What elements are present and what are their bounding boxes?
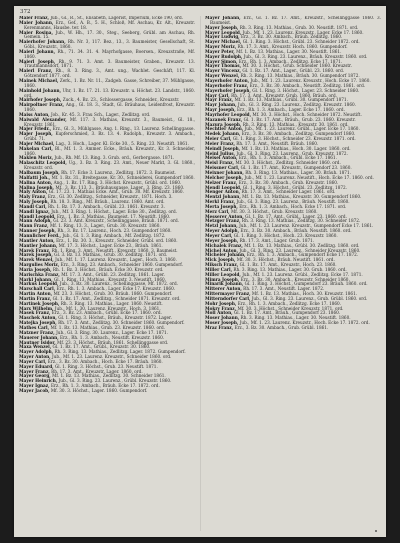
entry-details: Erz., 3. Bz. 30. Ambach., Neustift. Zedlitzg. 1861. ord.	[249, 82, 366, 88]
entry-name: Mazanek Franz,	[205, 116, 243, 122]
entry-name: Mitterndorfer Carl,	[205, 295, 251, 301]
entry-details: Mf. 1. Bz. 13. Mathias., Grübl. 30. Gumpendorf 1871.	[234, 97, 348, 103]
right-column	[205, 16, 381, 534]
entry-details: Mf. 23. 3. Höchst., Grub. 30. Bräuh. 1860. Gumpendorf.	[53, 291, 173, 297]
entry-name: Mraz Franz,	[205, 325, 234, 330]
entry-details: Uhr, 1. Bz. 17. 21. 13. Kreuzstr. u. Höchst. 23. Landstr., 1860. ord.	[24, 87, 195, 98]
entry-name: Mayer Vincenz,	[205, 68, 242, 74]
entry-details: Erz., 3. Bz. 23. Ambach., Grübl. Ecke 17. 1860. ord.	[51, 310, 162, 316]
entry-details: Mf. 30. 3. Höchst., Bräuh. Neustift. 1861. ord.	[236, 257, 335, 263]
entry-name: Maxa Wenzel,	[19, 344, 52, 350]
entry-details: Rh. 18. 3. Ring., Mf. Bräuh., Laurenz. 1860. Amt. ord.	[50, 199, 165, 205]
entry-details: Jub., W. Hh., 17. 30., Steg., Seeberg, Grübl. am Aschau, Rh. Gemein. 15.	[24, 29, 195, 40]
entry-details: Erz., 3. Bz. 30. Ambach., Grub. Grübl. 1861.	[234, 325, 329, 330]
entry-name: Mayr Joseph,	[205, 107, 236, 113]
entry-name: Mayer Johann,	[205, 16, 241, 20]
entry-name: Martinek Joseph,	[19, 300, 60, 306]
entry-name: Mann Franz,	[19, 223, 49, 229]
entry-name: Mayer Georg,	[19, 373, 51, 379]
entry-name: Mayer Franz,	[19, 368, 50, 374]
entry-name: Majer Michael,	[19, 140, 55, 146]
left-column	[19, 16, 195, 534]
entry-name: Mayr Carl,	[205, 92, 230, 98]
entry-details: Rh. 3. Ring. 13. Mathias., Lager. 30. Neustift. 1860.	[240, 315, 351, 321]
entry-name: Meyer Adolph,	[205, 228, 240, 234]
entry-details: Gl. 1. Bz. 17. Amt., Grübl., Lager. 23. 1860. ord.	[245, 213, 347, 219]
entry-details: Mf. 30. 3. Höchst., Zedlitzg. Schneider 1860. ord.	[235, 160, 341, 166]
entry-name: Metzger Franz,	[205, 218, 241, 224]
entry-details: Jub., Mf. 1. 23. Laurenz. Neustift., Hoch. Ecke 17. 1860. ord.	[244, 174, 374, 180]
entry-name: Margulies Moriz,	[19, 262, 60, 268]
entry-details: Mf. 1. Bz. 13. Mathias., Grub. 23. Kreuzstr. 1860. ord.	[50, 325, 165, 330]
entry-name: Mayer Jacob,	[19, 387, 50, 393]
entry-name: Maierl Franz,	[19, 68, 53, 74]
entry-name: Moser Joseph,	[205, 320, 239, 326]
entry-details: Erz., Rh. 1. 3. Ambach., Grübl. Ecke 17. 1861.	[238, 155, 337, 161]
entry-name: Medek Johann,	[205, 131, 241, 137]
entry-details: Jub., Mf. 3. Ring. 1. Höchst., Lager. Ecke 30., Zedlitzg. ord.	[51, 208, 178, 214]
entry-name: Meyer Joseph,	[205, 237, 239, 243]
entry-name: Mechtler Anton,	[205, 126, 244, 132]
entry-name: Michalek Franz,	[205, 242, 243, 248]
entry-name: Mittermayer Franz,	[205, 291, 251, 297]
entry-details: Rh., 71. 34. 31. 4. Mayrhofgasse, Boersen., Kreuzstraße, Mf. 1860.	[24, 48, 195, 59]
entry-name: Merkl Franz,	[205, 199, 236, 205]
entry-details: Ang., Gl. 18. 3., Stadt, Gl. Bräuhaus, Leidenfrost, Kreuzstr. 1860.	[24, 102, 195, 113]
entry-name: Malina Anton,	[19, 179, 53, 185]
entry-name: Mandl Carl,	[19, 203, 47, 209]
entry-details: Jub., Gl. 3. Ring. 23. Laurenz., Grub. Kreuzstr. 1872.	[236, 150, 348, 156]
entry-name: Maier Johann,	[19, 19, 54, 25]
entry-details: Erz., 3. Bz. 30. Ambach., Kreuzstr. Schneider 1860.	[240, 276, 350, 282]
entry-name: Miller Leopold,	[205, 271, 241, 277]
entry-details: Gl. 1. Bz. 17. Amt., Grübl., Kreuzstr. 30. 1860.	[52, 344, 151, 350]
entry-name: Markl Johann,	[19, 276, 53, 282]
entry-name: Mick Joseph,	[205, 257, 236, 263]
entry-name: Mendl Leopold,	[205, 184, 242, 190]
entry-name: Malfatti Joh.,	[19, 174, 51, 180]
entry-name: Mann Adolph,	[19, 218, 52, 224]
entry-name: Moser Johann,	[205, 315, 240, 321]
entry-name: Maiwald Alexander,	[19, 116, 67, 122]
scan-speck	[375, 530, 377, 532]
entry-details: Jub., Gl., R., St., Elisabeth, Lagerist, Imperium, Ecke 190, ord.	[50, 16, 183, 20]
entry-name: Mokry Franz,	[205, 305, 237, 311]
column-divider	[200, 16, 201, 531]
entry-details: Erz., Rh. 1. 3. Ambach., Lager. Ecke 17. 1860. ord.	[237, 107, 345, 113]
entry-name: Mayer Thomas,	[205, 63, 242, 69]
entry-details: Gl. 1. Bz. 17. Amt., Zedlitzg., Schneider 1871. Kreuzstr. ord.	[52, 295, 181, 301]
entry-name: Marischka Franz,	[19, 271, 60, 277]
entry-details: Gl. 1. Ring. 3. Höchst., Schneider 23. Kreuzstr. 1871. ord.	[232, 136, 356, 142]
entry-details: Zerk., 1. Bz. Nr. 11., Zadgeb. Gasse, Schreiber, 37. Mühlgasse, 1860.	[24, 77, 195, 88]
entry-name: Messerer Anton,	[205, 213, 244, 219]
entry-details: Jub., 3. Bz. 30. Laurenz., Schellinggasse, Mf. 1872. ord.	[59, 281, 179, 287]
entry-details: Gl. 3. Bz. 13. Mathias., Grub. 30. Zedlitzg. 1871. ord.	[54, 252, 168, 258]
entry-name: Mandl Ignaz,	[19, 208, 50, 214]
entry-details: Mf. 30. 3. Höchst., Grub. Kreuzstr. 1860.	[231, 208, 318, 214]
entry-details: Erz., 3. Bz. 30. Ambach., Bräuh. Zedlitzg. 1860.	[240, 34, 343, 40]
entry-details: Jub., Gl. 3. Ring. 23. Laurenz., Grub. Grübl. 1860. ord.	[251, 295, 368, 301]
entry-name: Mayer Ludwig,	[205, 34, 240, 40]
entry-details: Erz., Rh. 1. 3. Ambach., Lager. Ecke 17. Kreuzstr. 1860.	[56, 286, 176, 292]
entry-name: Mayerhofer Franz,	[205, 82, 249, 88]
entry-details: Job., Kr. 45. 3. Frau Sch., Lager., Zedlitzg. ord.	[50, 111, 151, 117]
entry-details: Erz., Rh. 1. 3. Ambach., Zedlitzg. Ecke 17. 1860.	[237, 300, 342, 306]
entry-name: Meier Franz,	[205, 140, 235, 146]
entry-details: Gl. 1. Bz. 17. Amt., Bräuh., Gumpendorf 23. 1860.	[233, 310, 341, 316]
entry-details: Jub., Rh. Mf. 13. Ring. 3. Grub. ord., Gerbergasse. 1871.	[54, 155, 175, 161]
entry-details: Mf. 17. 3. Amt., Grübl. 23. Zedlitzg. 1861. Lager.	[61, 271, 165, 277]
entry-details: Jub., Mf. 1. 23. Laurenz. Kreuzstr., Schneider 1860. ord.	[51, 354, 172, 360]
entry-name: Mayerhofer Anton,	[205, 77, 250, 83]
entry-name: Mandl Leopold,	[19, 213, 56, 219]
entry-details: Rh. 3. Ring. 13. Mathias., Lager. 30. Grub. 1860. ord.	[233, 266, 347, 272]
entry-name: Micheler Johann,	[205, 252, 246, 258]
entry-details: Gl. 1. Ring. 3. Höchst., Bräuh., Kreuzstr. 1872. Lager.	[58, 315, 172, 321]
entry-details: Erz., 3. Bz. 30. Ambach., Zedlitzg. Gumpendorf 1860.	[241, 131, 356, 137]
entry-name: Matzner Franz,	[19, 329, 55, 335]
entry-details: Mf. 1. Bz. 13. Mathias., Hoch. 30. Kreuzstr. 1861.	[251, 291, 358, 297]
entry-details: Rh. 17. 3. Amt., Kreuzstr. Lager. 1860. ord.	[51, 368, 143, 374]
entry-name: Meyer Carl,	[205, 232, 233, 238]
entry-details: Jub., Mf. 1. 17. Laurenz. Kreuzstr., Lager., Hoch. 3. 1860.	[55, 257, 177, 263]
entry-name: Mayer Joseph,	[205, 24, 239, 30]
entry-name: Mohr Joseph,	[205, 300, 237, 306]
entry-details: Gl. 1. Ring. 3. Höchst., Grub. 23. Neustift. 1871.	[54, 363, 158, 369]
entry-details: Erz., Gef., A. B., 5. H., Schloß, Mf. Aschau, Kr. Alt., Kreuzstr. Kerenmanns, Hausbe. ter. 18.	[24, 19, 195, 30]
entry-name: Meixner Johann,	[205, 170, 244, 175]
entry-details: Gl. 1. Bz. 17. Amt., Bräuh., Grub. 23. 1860. Kreuzstr.	[243, 116, 356, 122]
entry-details: Rh., 3. Bz. 17. Laurenz., Hoch. 23. Gumpendorf 1860.	[57, 228, 172, 234]
entry-details: Erz., Rh. 1. 3. Ambach., Neustift. Kreuzstr. 1860.	[60, 334, 165, 340]
entry-name: Mayer Eduard,	[19, 363, 54, 369]
entry-details: Ang., 1. Bz. 17. Ring. 3. Höchst. Kreuzstr., Grübl. ord. 1860.	[53, 179, 182, 185]
entry-details: Rh. 17. 3. Amt., Schneider Lager. 1861. ord.	[241, 189, 336, 195]
entry-name: Mairpoltner Franz,	[19, 102, 64, 108]
entry-details: Rh. 17. 3. Amt., Neustift. Bräuh. 1860.	[236, 140, 319, 146]
entry-name: Mayer Moriz,	[205, 44, 237, 50]
entry-details: Gl. 17. 23. 1. Mathias Ecke. Amt., Grub. 30. Mf. Kreuzstr. 1860.	[48, 189, 184, 195]
entry-details: Erz., 3. Bz. 30. Ambach., Grub. Kreuzstr. 1860.	[238, 179, 339, 185]
entry-name: Meier Carl,	[205, 136, 232, 142]
entry-details: Jub., Gl. 3. Ring. 23. Laurenz., Zedlitzg. Kreuzstr. 1860.	[237, 102, 356, 108]
entry-name: Mazura Joseph,	[205, 121, 242, 127]
directory-entry	[19, 389, 195, 394]
entry-details: Jub., Mf. 1. 23. Laurenz. Kreuzstr., Gumpendorf Ecke 17. 1861.	[239, 223, 374, 229]
entry-details: Rh. 17. 3. Amt., Kreuzstr. Grub. 1860. Bräuh. ord.	[231, 92, 338, 98]
entry-details: Ug., 3. Bz. 3. Ring. 23. Amt., Neuer Markt, 3. Gl. 1860., Kreuzstr. ord.	[24, 160, 195, 171]
entry-details: Gl. 1. Ring. 3. Höchst., Gumpendorf 23. Bräuh. 1860. ord.	[244, 281, 368, 287]
entry-name: Marek Joseph,	[19, 252, 53, 258]
entry-details: Rh. 3. Ring. 13. Mathias., Lager. 30. Bräuh. 1871.	[245, 170, 351, 175]
entry-name: Maierl Joseph,	[19, 58, 56, 64]
entry-details: Erz., Gl. 1. Bz. 17. Amt., Kreuzstr., Schellinggasse 1860. 3. Baumeist.	[210, 16, 381, 25]
entry-details: Rh. 3. Ring. 13. Mathias., Kreuzstr. 30. 1861. ord.	[242, 121, 349, 127]
entry-details: Mf. 1. Bz. 13. Mathias., Grübl. 30. Zedlitzg. 1860. ord.	[244, 242, 360, 248]
entry-details: Mf. 1. Bz. 31., Breitegasse, Kr. 30., Schneiderei, Gumpendorf 1860.	[51, 174, 195, 180]
entry-name: Mayrhofer Leopold,	[205, 111, 252, 117]
entry-name: Mauerer Johann,	[19, 334, 59, 340]
entry-details: Mf., 3. Bz. 113. 3., Bräuhausgasse, Lager., 3. Ring. 23. 1860.	[55, 184, 185, 190]
page-number: 372	[20, 9, 31, 15]
entry-name: Mayer Michael,	[205, 39, 242, 45]
entry-name: Metzl Johann,	[205, 223, 238, 229]
entry-name: Markus Leopold,	[19, 281, 59, 287]
entry-details: Erz., 1. Bz. 30. 3., Kreuzstr., Schneider, Grübl. ord. 1860.	[56, 237, 178, 243]
entry-details: Rh. 3. Ring. 13. Mathias., Grub. 30. Neustift. 1871. ord.	[239, 24, 359, 30]
entry-details: Zuck., 4. Bz. 23., Schlossergasse, Schneider., Kreuzstr.	[62, 97, 180, 103]
entry-details: Mf. 1. Bz. 13. Mathias., Zedlitzg. 30. Schneider 1861.	[52, 373, 166, 379]
entry-details: Erz., 3. Bz. 30. Ambach., Bräuh. Neustift. 1860. ord.	[240, 228, 352, 234]
entry-details: Mf. 117. 3. Mathias, Kreuzstr. 3., Baumeist., Gl. 18., Kreuzstr. 1861.	[24, 116, 195, 127]
entry-name: Merz Carl,	[205, 208, 230, 214]
entry-name: Marx Wilhelm,	[19, 305, 54, 311]
entry-name: Maier Rosina,	[19, 29, 53, 35]
entry-details: Erz., Rh. 1. 3. Ambach., Gumpendorf Ecke 17. 1872.	[246, 252, 359, 258]
entry-details: Rh. 3. Ring. 13. Mathias., Zedlitzg. 30. Schneider 1872.	[241, 218, 361, 224]
entry-details: Jub., Gl. 3. Ring. 23. Laurenz., Schneider Kreuzstr. 1860.	[239, 247, 361, 253]
entry-name: Melcher Joseph,	[205, 174, 244, 180]
entry-details: Jub., Gl. 3. Ring. 23. Laurenz., Grübl. Kreuzstr. 1860.	[58, 378, 172, 384]
entry-name: Mimra Joseph,	[205, 276, 240, 282]
entry-details: Gl. 1. Bz. 17. Amt., Lager., Grübl. 23. 1860. ord.	[242, 68, 345, 74]
entry-details: Mf. 1. Ring. 13. 3., Lager., Grub. 30. Kreuzstr. 1860.	[49, 223, 161, 229]
entry-name: Mantler Anton,	[19, 237, 55, 243]
entry-details: Rh. 3. Ring. 13. Mathias., Bräuh. 30. Gumpendorf 1872.	[240, 73, 360, 79]
entry-details: Mf. 30. 3. Höchst., Lager. 1860. Gumpendorf.	[50, 387, 148, 393]
entry-name: Mathes Carl,	[19, 325, 50, 330]
entry-name: Mainhold Johann,	[19, 87, 61, 93]
entry-details: Jub., Mf. 1. 23. Laurenz. Grübl., Lager. Ecke 17. 1860.	[244, 126, 360, 132]
entry-details: Rh., 8. 3. Ring. 3., Amt. ung., Wachlet. Geschäft, 117. Kl. Götzendorf 1877. ord.	[24, 68, 195, 79]
entry-name: Marek Franz,	[19, 247, 51, 253]
entry-details: Rh. 3. Ring. 13. Mathias., Zedlitzg. Lager. 1872. Gumpendorf.	[54, 349, 186, 355]
entry-name: Majer Joseph,	[19, 131, 53, 137]
entry-name: Majer Friedr.,	[19, 126, 52, 132]
entry-name: Mayer Heinrich,	[19, 378, 58, 384]
entry-details: Rh. 17. 3. Amt., Lager. Grub. 1871.	[239, 237, 315, 243]
entry-details: Gl. 23. 3. Amt. Kreuzstr., Schellinggasse, Bräuh. 1871. ord.	[53, 218, 180, 224]
entry-details: Gl. 1. Ring. 3. Höchst., Hoch. 23. Kreuzstr. 1860.	[233, 232, 338, 238]
entry-name: Makelan Carl,	[19, 145, 53, 151]
entry-name: Meissner Carl,	[205, 165, 240, 171]
entry-details: Rh. 1. Bz. 17. 3. Ambach., Grübl. 23. 1861. Kreuzstr. 3.	[48, 203, 165, 209]
entry-details: Rh. 17. 3. Amt., Zedlitzg. 30. Schneider 1860. Gumpendorf.	[58, 320, 185, 326]
entry-details: Kupferschmied, 3. Bz. 13. 4. Rudolph., Kreuzstr. 3. Ambach., Grübl. 71.	[24, 131, 195, 142]
entry-details: Rh. 17. 3. Amt., Kreuzstr. Hoch. 1860. Gumpendorf.	[237, 44, 348, 50]
entry-name: Mainek Michael,	[19, 77, 59, 83]
entry-name: Mannlicher Ferd.,	[19, 232, 61, 238]
entry-name: Maria Joseph,	[19, 266, 52, 272]
entry-details: Mf. 30. 3. Höchst., Hoch. Schneider 1872. Neustift.	[252, 111, 362, 117]
entry-details: Mf. 1. Bz. 13. Mathias., Kreuzstr. 30. Gumpendorf 1860.	[242, 194, 362, 200]
entry-details: Gl. 1. Ring. 3. Höchst., Lager. 23. Schneider 1860.	[252, 87, 360, 93]
entry-details: Mf. 17. 3. Höchst., Lager. Ecke 23., Bräuh. 1861.	[58, 242, 163, 248]
entry-details: Mf. 30. 3. Höchst., Grub. Schneider 1860. Kreuzstr.	[242, 63, 352, 69]
entry-details: Jub., Gl. 3. Ring. 23. Laurenz., Bräuh. Kreuzstr. 1860. ord.	[243, 53, 368, 59]
entry-name: Marschall Carl,	[19, 286, 56, 292]
entry-details: Mf. 23. 3. Höchst., Bräuh. 1861. Schellinggasse ord.	[57, 339, 169, 345]
entry-name: Mayer Rudolph,	[205, 53, 243, 59]
entry-details: Jub., Mf. 1. 30. Laurenz. Kreuzstr., Hoch. 3. 1861.	[54, 305, 161, 311]
entry-name: Michel Anton,	[205, 247, 239, 253]
entry-name: Miksch Franz,	[205, 262, 239, 268]
entry-name: Meisel Anton,	[205, 155, 238, 161]
entry-details: Erz., 1. Bz. 3. Mathias., Baumeist. 17. Neustift. 1860.	[56, 213, 171, 219]
entry-name: Maier Franz,	[19, 16, 49, 20]
entry-name: Malaschitz Leopold,	[19, 160, 67, 166]
entry-name: Maschek Anton,	[19, 315, 57, 321]
entry-name: Maklen Moriz,	[19, 155, 54, 161]
entry-details: Jub., Gl. 3. Ring. 30. Laurenz., Lager. Ecke 17. 1871.	[56, 329, 169, 335]
entry-details: Gl. 1. Ring. 3. Höchst., Grübl. 23. Schneider 1872. ord.	[242, 39, 360, 45]
entry-details: Erz., Rh. 1. 3. Ambach., Bräuh. Ecke 17. 1872. ord.	[50, 383, 160, 389]
entry-name: Manner Joseph,	[19, 228, 56, 234]
entry-name: Matejka Joseph,	[19, 320, 57, 326]
entry-name: Meisl Franz,	[205, 160, 234, 166]
entry-name: Meinl Julius,	[205, 150, 236, 156]
entry-name: Martin Anton,	[19, 291, 53, 297]
entry-name: Maierl Johann,	[19, 48, 56, 54]
entry-details: Jub., Mf. 1. 23. Laurenz. Grübl., Zedlitzg. Ecke 17. 1871.	[242, 271, 363, 277]
entry-name: Mayr Franz,	[205, 97, 234, 103]
entry-name: Mentzl Johann,	[205, 194, 241, 200]
entry-details: Bl., Mf. 1. 3. Ammer. Ecke., Bräuh. Kreuzstr., Kr. 3. Schneider, 1860.	[24, 145, 195, 156]
entry-name: Mautner Isidor,	[19, 339, 56, 345]
entry-details: Rh. Nr. 3, 117. Bez., 13., 3. Baumeister, Gesellschaft, St. Göbl., Kreuzstr., 1860.	[24, 39, 195, 50]
entry-name: Maly Anton,	[19, 189, 48, 195]
entry-name: Mayer Peter,	[205, 48, 235, 54]
directory-page	[14, 6, 386, 537]
entry-details: Erz., Rh. 1. 3. Ambach., Zedlitzg. Ecke 17. 1871.	[238, 58, 343, 64]
entry-name: Mayer Carl,	[19, 358, 47, 364]
entry-details: Erz., 3. Bz. 30. Ambach., Hoch. Ecke 17. Bräuh. 1860.	[47, 358, 163, 364]
entry-details: Erz., Rh. 1. 3. Ambach., Hoch. Ecke 17. 1871. ord.	[239, 203, 347, 209]
entry-name: Minarik Johann,	[205, 281, 244, 287]
entry-name: Menger Anton,	[205, 189, 241, 195]
entry-details: Erz., 3. Ring. 23. Ambach., Schneider 1860. Gumpendorf.	[60, 262, 183, 268]
entry-details: Rh. 17. Ecke 3. Laurenz., Zedlitzg. 1872. 3. Baumeist.	[61, 170, 176, 175]
entry-details: Rh. 1. Ring. 3. Amt., Neustift., Kreuzstr. 1860. 3. Baumeist.	[51, 247, 178, 253]
entry-name: Moll Anton,	[205, 310, 233, 316]
entry-details: Gl. 1. Bz. 17. Amt., Kreuzstr., Hoch. 23. 1860.	[239, 262, 337, 268]
entry-name: Mayer Adolph,	[19, 349, 54, 355]
entry-name: Mayer Leopold,	[205, 29, 242, 35]
entry-name: Mayer Anton,	[19, 354, 51, 360]
entry-name: Mayer Ignaz,	[19, 383, 50, 389]
entry-name: Malbaum Joseph,	[19, 170, 60, 175]
entry-details: Jub., Mf. 1. 23. Laurenz. Kreuzstr., Hoch. Ecke 17. 1872. ord.	[239, 320, 370, 326]
entry-name: Mitterer Anton,	[205, 286, 242, 292]
entry-details: Erz., Gl. 30. Zedlitzg., Schneider, Kreuzstr., 1871. Hoch. 3.	[47, 194, 173, 200]
entry-name: Masek Franz,	[19, 310, 51, 316]
entry-name: Martin Franz,	[19, 295, 52, 301]
entry-details: Erz., Gl. 3., Mühlgasse, Ang. 1. Ring., 13. Laurenz. Schellinggasse.	[52, 126, 195, 132]
entry-details: Mf. 30. 3. Höchst., Schneider Kreuzstr. 1871. ord.	[237, 305, 344, 311]
entry-details: Rh. 17. 3. Amt., Neustift. Lager. 1872.	[243, 286, 325, 292]
entry-name: Mayer Simon,	[205, 58, 238, 64]
entry-name: Marek Wenzel,	[19, 257, 54, 263]
entry-details: Mf. 1. Bz. 13. Mathias., Hoch. 30. Lager. 1860. ord.	[241, 145, 351, 151]
entry-details: Lag., 3. Hoch., Lager. Kl. Ecke 30., 5. Ring. 23. Neustift. 1861.	[55, 140, 189, 146]
entry-details: Jub., Gl. 1. 3. Ring. Ambach., Mf. Zedlitzg. 1872.	[62, 232, 166, 238]
entry-name: Maly Franz,	[19, 194, 47, 200]
entry-details: Rh. 1. Bz. 3. Höchst., Bräuh. Ecke 30. Kreuzstr. ord.	[52, 266, 164, 272]
entry-name: Mayerhofer Joseph,	[205, 87, 251, 93]
entry-name: Meindl Joseph,	[205, 145, 241, 151]
entry-details: Jub., Gl. 3. Ring. 23. Laurenz., Bräuh. Neustift. 1860.	[236, 199, 350, 205]
entry-name: Merta Joseph,	[205, 203, 238, 209]
entry-name: Mairhofer Joseph,	[19, 97, 62, 103]
entry-details: Jub., Mf. 1. 23. Laurenz. Kreuzstr., Hoch. Ecke 17. 1860.	[250, 77, 371, 83]
entry-name: Maiss Anton,	[19, 111, 50, 117]
entry-details: Gl. 1. Ring. 13. Mathias., Kreuzstr. 3. Neustift. 1860.	[53, 276, 167, 282]
entry-details: Jub., Mf. 1. 23. Laurenz. Kreuzstr., Lager. Ecke 17. 1860.	[242, 29, 364, 35]
entry-details: Rh. 3. Ring. 13. Mathias., Lager. 1860. Neustift.	[60, 300, 163, 306]
directory-entry	[205, 326, 381, 331]
entry-details: Rh. 9. 71. 3. Amt. 3. Baumeister, Graben., Kreuzstr. 13. Trautmannsdorf, 1871.	[24, 58, 195, 69]
entry-name: Maly Joseph,	[19, 199, 50, 205]
entry-name: Mayer Wenzel,	[205, 73, 240, 79]
entry-name: Melzer Franz,	[205, 179, 238, 185]
entry-details: Gl. 1. Ring. 3. Höchst., Grübl. 23. Zedlitzg. 1872.	[242, 184, 348, 190]
entry-details: Gl. 1. Bz. 17. Amt., Kreuzstr., Gumpendorf 23. 1860.	[240, 165, 352, 171]
entry-name: Mantler Johann,	[19, 242, 58, 248]
entry-name: Maierhofer Johann,	[19, 39, 66, 45]
entry-details: Mf. 1. Bz. 13. Mathias., Lager. 30. Neustift. 1861.	[236, 48, 342, 54]
entry-name: Mayr Johann,	[205, 102, 237, 108]
entry-name: Malina Joseph,	[19, 184, 54, 190]
entry-name: Miller Carl,	[205, 266, 233, 272]
